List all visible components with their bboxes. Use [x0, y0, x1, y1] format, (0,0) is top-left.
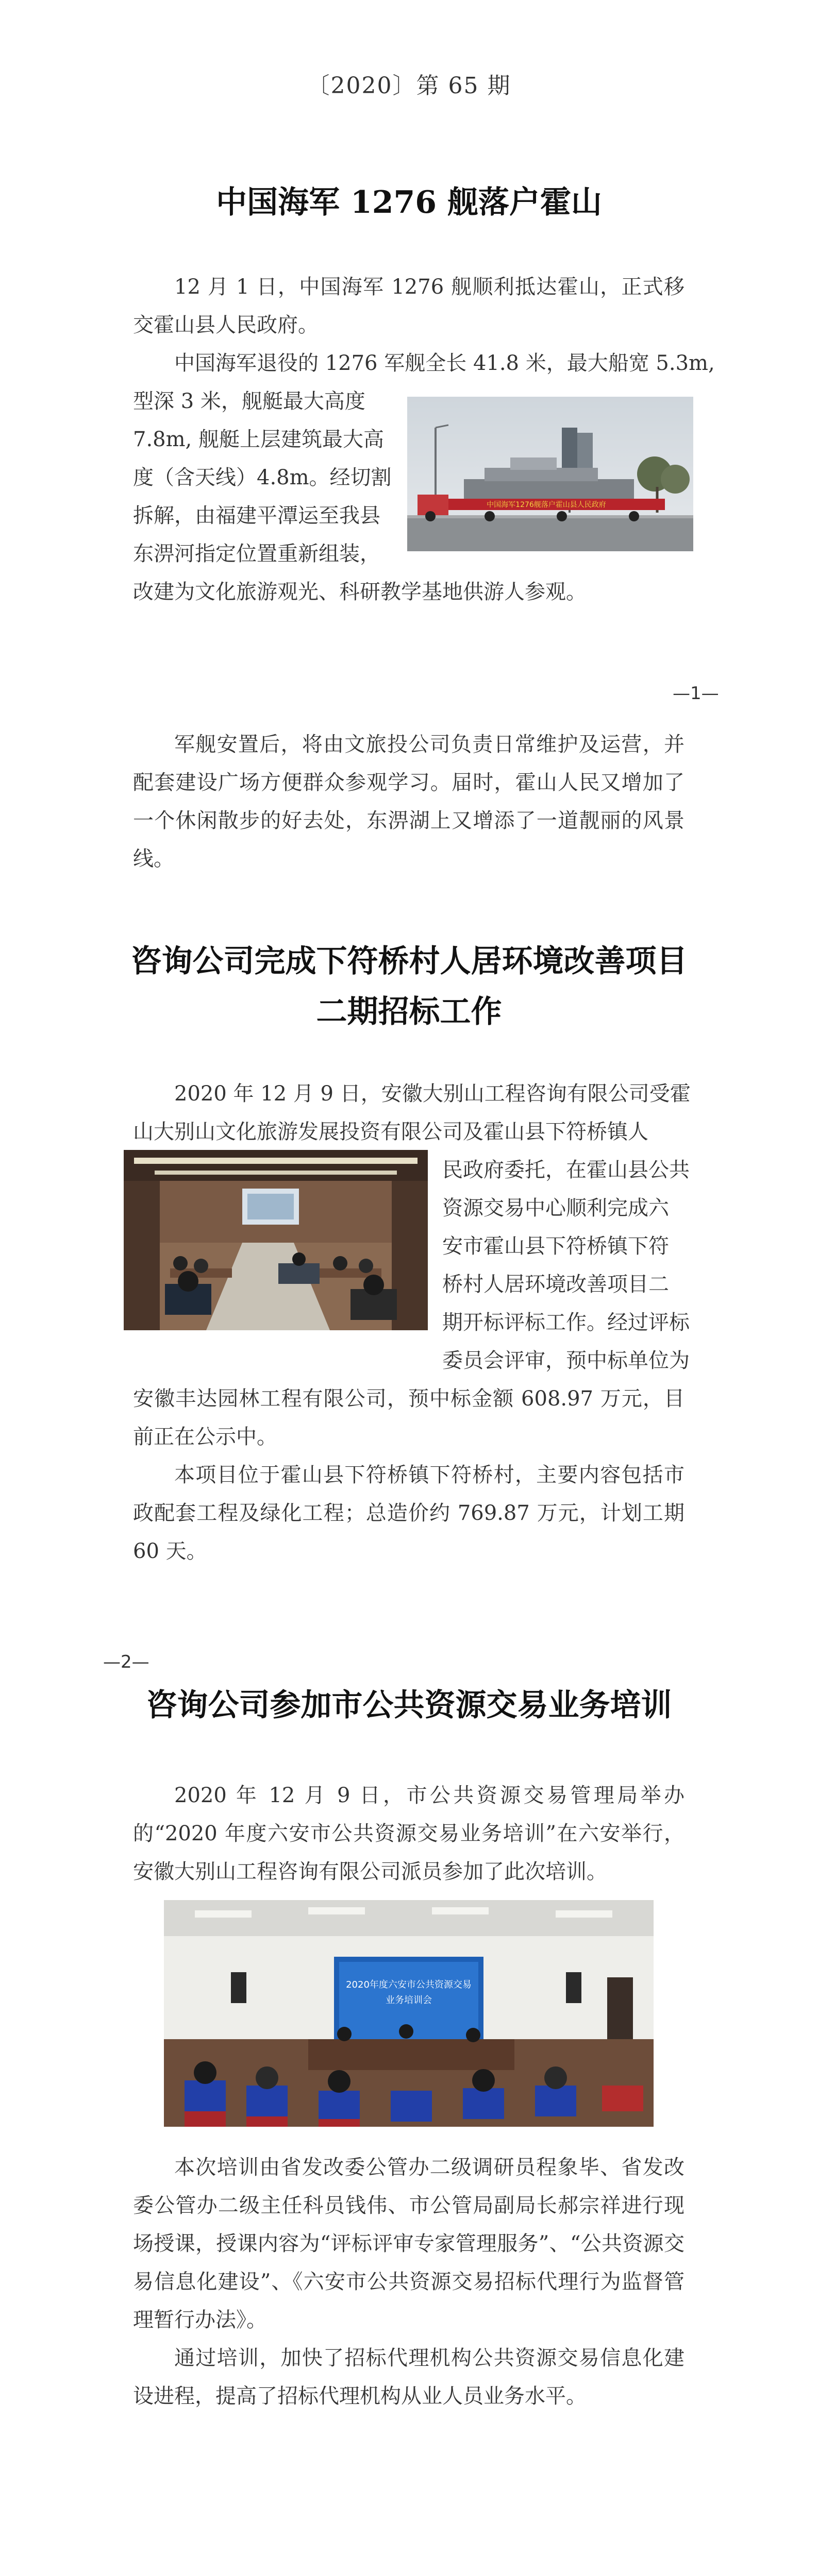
article2-paragraph-2: 本项目位于霍山县下符桥镇下符桥村，主要内容包括市政配套工程及绿化工程；总造价约 769.87 万元，计划工期 60 天。 — [133, 1463, 685, 1563]
training-meeting-photo — [164, 1900, 654, 2127]
article2-wrapped-lines — [442, 1151, 690, 1380]
article3-paragraph-1: 2020 年 12 月 9 日，市公共资源交易管理局举办的“2020 年度六安市公共资源交易业务培训”在六安举行，安徽大别山工程咨询有限公司派员参加了此次培训。 — [133, 1784, 685, 1884]
article2-wrap-line: 桥村人居环境改善项目二 — [442, 1273, 669, 1296]
article1-paragraph-2-line-1: 中国海军退役的 1276 军舰全长 41.8 米，最大船宽 5.3m, — [174, 351, 715, 375]
article1-title: 中国海军 1276 舰落户霍山 — [216, 184, 602, 221]
page-number-1: —1— — [673, 683, 719, 704]
article2-paragraph-1-line-1: 2020 年 12 月 9 日，安徽大别山工程咨询有限公司受霍 — [174, 1082, 691, 1106]
article1-paragraph-2-tail: 改建为文化旅游观光、科研教学基地供游人参观。 — [133, 580, 587, 604]
screen-title-line-2: 业务培训会 — [386, 1995, 432, 2006]
article1-wrap-line: 拆解，由福建平潭运至我县 — [133, 504, 380, 528]
article3-title: 咨询公司参加市公共资源交易业务培训 — [146, 1687, 672, 1723]
warship-banner-text: 中国海军1276舰落户霍山县人民政府 — [487, 501, 606, 509]
article1-wrap-line: 东淠河指定位置重新组装， — [133, 542, 380, 566]
article2-paragraph-1-tail: 安徽丰达园林工程有限公司，预中标金额 608.97 万元，目前正在公示中。 — [133, 1387, 685, 1449]
article1-paragraph-1: 12 月 1 日，中国海军 1276 舰顺利抵达霍山，正式移交霍山县人民政府。 — [133, 275, 685, 337]
article2-wrap-line: 资源交易中心顺利完成六 — [442, 1196, 669, 1220]
article2-wrap-line: 期开标评标工作。经过评标 — [442, 1311, 690, 1334]
article2-title-line-1: 咨询公司完成下符桥村人居环境改善项目 — [130, 943, 688, 979]
article3-paragraph-3: 通过培训，加快了招标代理机构公共资源交易信息化建设进程，提高了招标代理机构从业人员业务水平。 — [133, 2346, 685, 2408]
article1-wrap-line: 度（含天线）4.8m。经切割 — [133, 466, 392, 489]
article1-wrap-line: 型深 3 米，舰艇最大高度 — [133, 389, 365, 413]
article2-paragraph-1-line-2: 山大别山文化旅游发展投资有限公司及霍山县下符桥镇人 — [133, 1120, 648, 1144]
article1-wrapped-lines — [133, 382, 401, 573]
article1-wrap-line: 7.8m, 舰艇上层建筑最大高 — [133, 428, 384, 451]
page-number-2: —2— — [103, 1652, 149, 1672]
article2-wrap-line: 安市霍山县下符桥镇下符 — [442, 1234, 669, 1258]
article1-paragraph-3: 军舰安置后，将由文旅投公司负责日常维护及运营，并配套建设广场方便群众参观学习。届时，霍山人民又增加了一个休闲散步的好去处，东淠湖上又增添了一道靓丽的风景线。 — [133, 733, 685, 871]
issue-number: 〔2020〕第 65 期 — [307, 73, 511, 99]
article2-title-line-2: 二期招标工作 — [316, 994, 502, 1030]
warship-photo — [407, 397, 693, 551]
article2-wrap-line: 委员会评审，预中标单位为 — [442, 1349, 690, 1372]
bid-meeting-photo — [124, 1150, 428, 1330]
screen-title-line-1: 2020年度六安市公共资源交易 — [346, 1979, 472, 1990]
article3-paragraph-2: 本次培训由省发改委公管办二级调研员程象毕、省发改委公管办二级主任科员钱伟、市公管局副局长郝宗祥进行现场授课，授课内容为“评标评审专家管理服务”、“公共资源交易信息化建设”、《六安市公共资源交易招标代理行为监督管理暂行办法》。 — [133, 2156, 685, 2332]
article2-wrap-line: 民政府委托，在霍山县公共 — [442, 1158, 690, 1182]
